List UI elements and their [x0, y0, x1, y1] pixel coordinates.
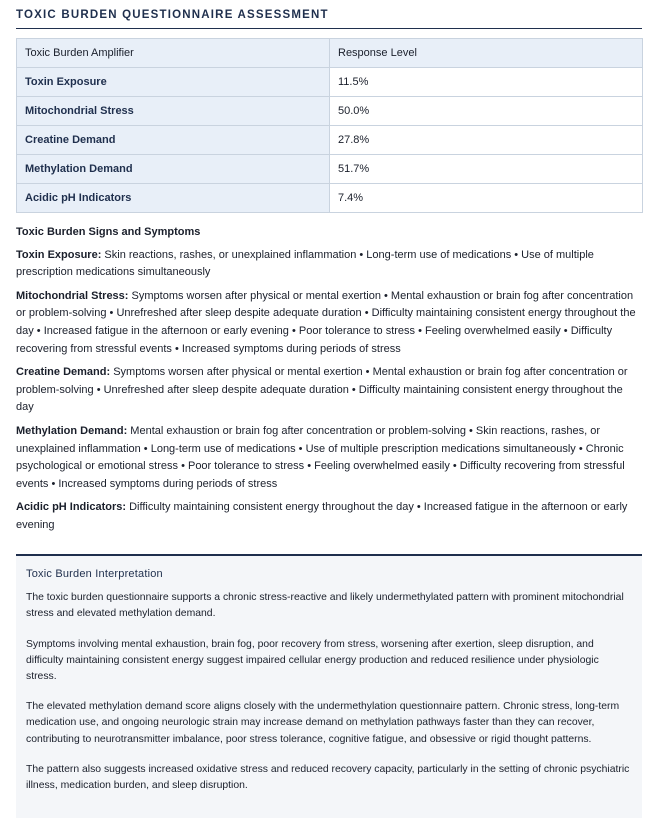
symptom-item-toxin-exposure [16, 247, 638, 282]
symptoms-section [16, 224, 638, 541]
column-header-response: Response Level [330, 39, 643, 68]
symptom-label: Acidic pH Indicators: [16, 501, 127, 514]
symptom-text: Difficulty maintaining consistent energy throughout the day • Increased fatigue in the afternoon or early evening [16, 501, 628, 531]
amplifier-name: Methylation Demand [17, 155, 330, 184]
table-row [17, 68, 643, 97]
symptom-item-acidic-ph [16, 499, 638, 534]
symptom-text: Skin reactions, rashes, or unexplained inflammation • Long-term use of medications • Use of multiple prescription medications simultaneously [16, 248, 594, 279]
symptom-item-mitochondrial-stress [16, 288, 638, 358]
symptom-label: Toxin Exposure: [16, 248, 102, 261]
table-row [17, 97, 643, 126]
symptom-label: Mitochondrial Stress: [16, 289, 129, 302]
title-divider [16, 28, 642, 29]
interpretation-heading: Toxic Burden Interpretation [26, 568, 163, 580]
amplifier-name: Acidic pH Indicators [17, 184, 330, 213]
symptom-text: Symptoms worsen after physical or mental exertion • Mental exhaustion or brain fog after concentration or problem-solving • Unrefreshed after sleep despite adequate duration • Difficulty maintaining consistent energy throughout the day [16, 366, 628, 414]
interpretation-panel [16, 554, 642, 818]
table-row [17, 126, 643, 155]
interpretation-paragraph: Symptoms involving mental exhaustion, brain fog, poor recovery from stress, worsening after exertion, sleep disruption, and difficulty maintaining consistent energy suggest impaired cellular energy production and reduced resilience under physiologic stress. [26, 638, 599, 683]
table-header-row [17, 39, 643, 68]
response-level: 11.5% [330, 68, 643, 97]
symptom-text: Symptoms worsen after physical or mental exertion • Mental exhaustion or brain fog after concentration or problem-solving • Unrefreshed after sleep despite adequate duration • Difficulty maintaining consistent energy throughout the day • Increased fatigue in the afternoon or early evening • Poor tolerance to stress • Feeling overwhelmed easily • Difficulty recovering from stressful events • Increased symptoms during periods of stress [16, 289, 636, 355]
response-level: 7.4% [330, 184, 643, 213]
response-level: 27.8% [330, 126, 643, 155]
table-row [17, 184, 643, 213]
symptom-item-methylation-demand [16, 423, 638, 493]
symptom-text: Mental exhaustion or brain fog after concentration or problem-solving • Skin reactions, rashes, or unexplained inflammation • Long-term use of medications • Use of multiple prescription medications simultaneously • Chronic psychological or emotional stress • Poor tolerance to stress • Feeling overwhelmed easily • Difficulty recovering from stressful events • Increased symptoms during periods of stress [16, 424, 625, 490]
response-level: 50.0% [330, 97, 643, 126]
amplifier-name: Creatine Demand [17, 126, 330, 155]
symptoms-heading: Toxic Burden Signs and Symptoms [16, 226, 201, 238]
interpretation-paragraph: The elevated methylation demand score aligns closely with the undermethylation questionnaire pattern. Chronic stress, long-term medication use, and ongoing neurologic strain may increase demand on methylation pathways faster than they can recover, contributing to neurotransmitter imbalance, poor stress tolerance, cognitive fatigue, and obsessive or rigid thought patterns. [26, 701, 620, 745]
interpretation-paragraph: The toxic burden questionnaire supports a chronic stress-reactive and likely undermethylated pattern with prominent mitochondrial stress and elevated methylation demand. [26, 592, 624, 620]
symptom-label: Creatine Demand: [16, 366, 111, 379]
amplifier-name: Mitochondrial Stress [17, 97, 330, 126]
column-header-amplifier: Toxic Burden Amplifier [17, 39, 330, 68]
table-row [17, 155, 643, 184]
symptom-item-creatine-demand [16, 364, 638, 417]
interpretation-paragraph: The pattern also suggests increased oxidative stress and reduced recovery capacity, particularly in the setting of chronic psychiatric illness, medication burden, and sleep disruption. [26, 763, 630, 792]
response-level: 51.7% [330, 155, 643, 184]
amplifier-table [16, 38, 643, 213]
amplifier-name: Toxin Exposure [17, 68, 330, 97]
page-title: TOXIC BURDEN QUESTIONNAIRE ASSESSMENT [16, 9, 329, 21]
symptom-label: Methylation Demand: [16, 424, 128, 437]
